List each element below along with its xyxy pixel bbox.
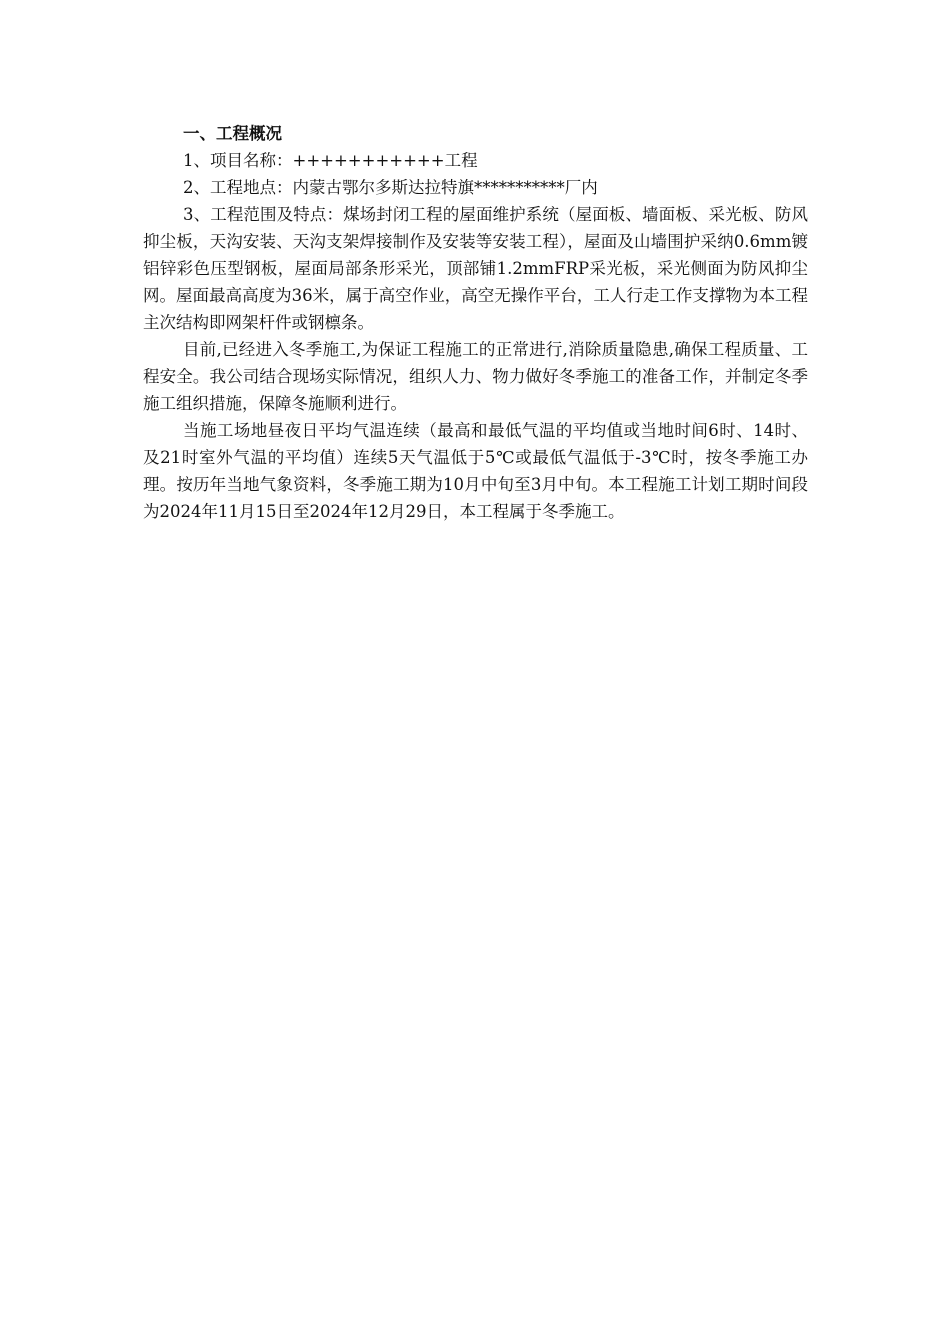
project-location-item: 2、工程地点：内蒙古鄂尔多斯达拉特旗***********厂内 xyxy=(183,178,598,197)
temperature-condition-paragraph: 当施工场地昼夜日平均气温连续（最高和最低气温的平均值或当地时间6时、14时、及21时室外气温的平均值）连续5天气温低于5℃或最低气温低于-3℃时，按冬季施工办理。按历年当地气象资料，冬季施工期为10月中旬至3月中旬。本工程施工计划工期时间段为2024年11月15日至2024年12月29日，本工程属于冬季施工。 xyxy=(143,421,808,521)
winter-construction-paragraph: 目前,已经进入冬季施工,为保证工程施工的正常进行,消除质量隐患,确保工程质量、工程安全。我公司结合现场实际情况，组织人力、物力做好冬季施工的准备工作，并制定冬季施工组织措施，保障冬施顺利进行。 xyxy=(143,340,808,413)
project-name-item: 1、项目名称：+++++++++++工程 xyxy=(183,151,478,170)
project-scope-item: 3、工程范围及特点：煤场封闭工程的屋面维护系统（屋面板、墙面板、采光板、防风抑尘板，天沟安装、天沟支架焊接制作及安装等安装工程），屋面及山墙围护采纳0.6mm镀铝锌彩色压型钢板，屋面局部条形采光，顶部铺1.2mmFRP采光板，采光侧面为防风抑尘网。屋面最高高度为36米，属于高空作业，高空无操作平台，工人行走工作支撑物为本工程主次结构即网架杆件或钢檩条。 xyxy=(143,205,808,332)
section-heading: 一、工程概况 xyxy=(183,124,282,143)
document-body xyxy=(143,120,808,525)
